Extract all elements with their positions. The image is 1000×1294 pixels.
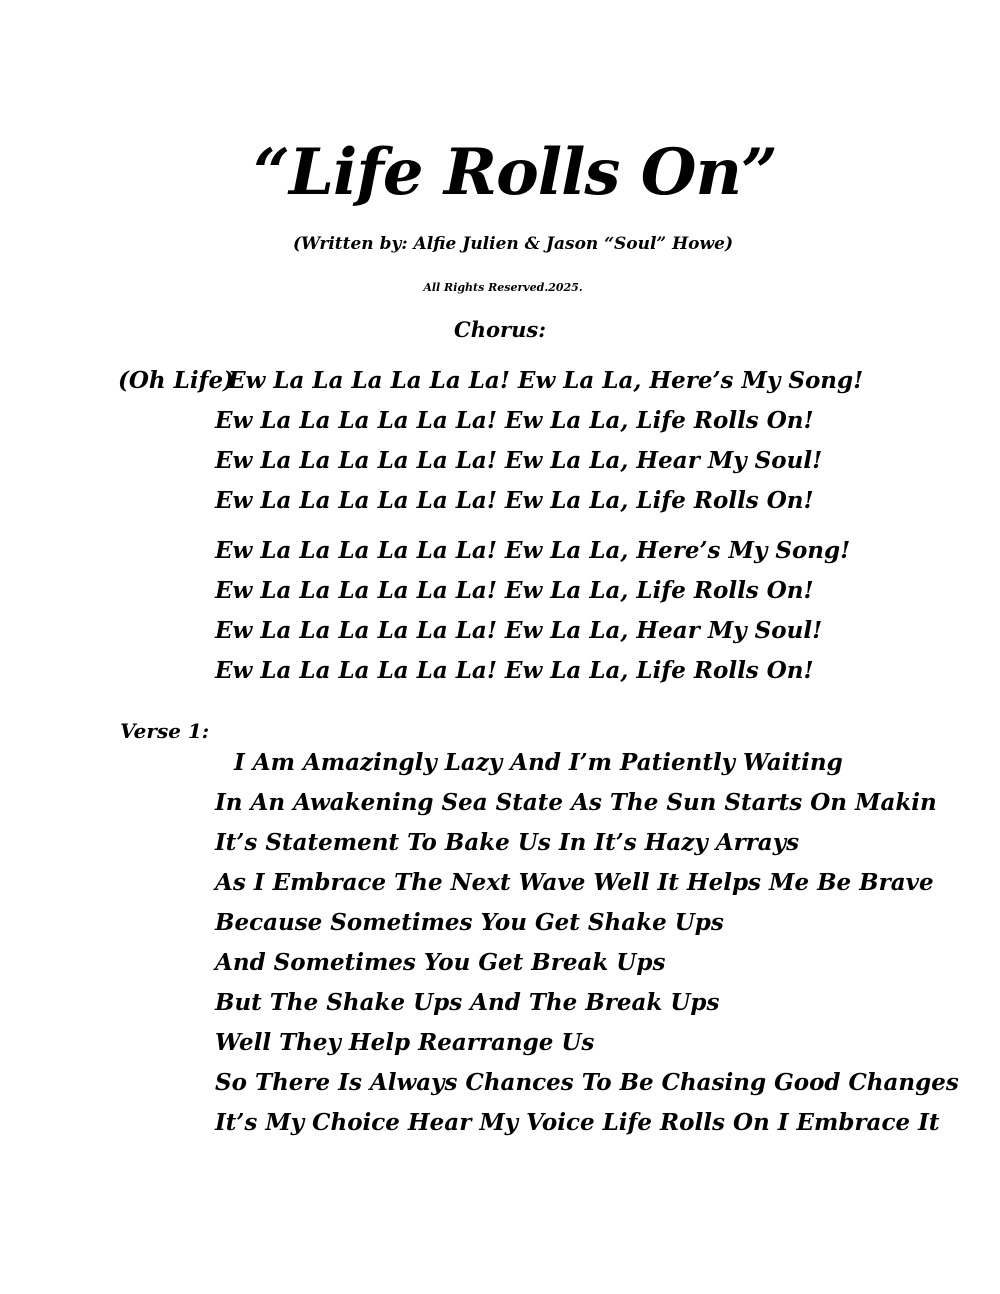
- verse-line: So There Is Always Chances To Be Chasing Good Changes: [215, 1069, 959, 1096]
- verse-line: And Sometimes You Get Break Ups: [215, 949, 666, 976]
- chorus-line: Ew La La La La La La! Ew La La, Life Rolls On!: [215, 577, 814, 604]
- verse-line: Because Sometimes You Get Shake Ups: [215, 909, 724, 936]
- chorus-line: Ew La La La La La La! Ew La La, Life Rolls On!: [215, 657, 814, 684]
- chorus-line: Ew La La La La La La! Ew La La, Life Rolls On!: [215, 487, 814, 514]
- verse-line: I Am Amazingly Lazy And I’m Patiently Waiting: [234, 749, 843, 776]
- chorus-heading: Chorus:: [454, 317, 546, 342]
- copyright-notice: All Rights Reserved.2025.: [423, 281, 583, 294]
- song-title: “Life Rolls On”: [253, 135, 777, 210]
- chorus-line: Ew La La La La La La! Ew La La, Hear My Soul!: [215, 447, 823, 474]
- chorus-line: Ew La La La La La La! Ew La La, Here’s My Song!: [228, 367, 864, 394]
- chorus-line: Ew La La La La La La! Ew La La, Life Rolls On!: [215, 407, 814, 434]
- verse-line: It’s My Choice Hear My Voice Life Rolls On I Embrace It: [215, 1109, 940, 1136]
- song-credits: (Written by: Alfie Julien & Jason “Soul” Howe): [292, 234, 734, 254]
- verse-line: Well They Help Rearrange Us: [215, 1029, 595, 1056]
- verse-heading: Verse 1:: [120, 719, 210, 743]
- verse-line: It’s Statement To Bake Us In It’s Hazy Arrays: [215, 829, 800, 856]
- chorus-line: Ew La La La La La La! Ew La La, Here’s My Song!: [215, 537, 851, 564]
- verse-line: As I Embrace The Next Wave Well It Helps Me Be Brave: [215, 869, 934, 896]
- chorus-line: Ew La La La La La La! Ew La La, Hear My Soul!: [215, 617, 823, 644]
- chorus-prefix: (Oh Life): [118, 367, 234, 394]
- verse-line: But The Shake Ups And The Break Ups: [215, 989, 720, 1016]
- verse-line: In An Awakening Sea State As The Sun Starts On Makin: [215, 789, 937, 816]
